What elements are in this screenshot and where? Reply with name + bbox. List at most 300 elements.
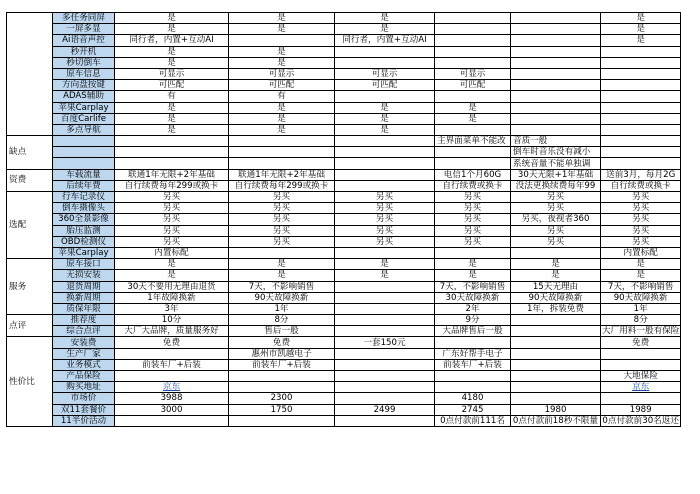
value-cell[interactable]: 9分	[435, 315, 511, 326]
value-cell[interactable]	[115, 348, 229, 359]
value-cell[interactable]: 是	[601, 24, 681, 35]
value-cell[interactable]: 另买	[601, 214, 681, 225]
value-cell[interactable]: 是	[229, 124, 335, 135]
value-cell[interactable]	[435, 46, 511, 57]
value-cell[interactable]	[601, 124, 681, 135]
value-cell[interactable]: 送前3月，每月2G	[601, 169, 681, 180]
table-row	[7, 371, 681, 382]
value-cell[interactable]: 前装车厂+后装	[229, 359, 335, 370]
value-cell[interactable]: 是	[435, 102, 511, 113]
value-cell[interactable]	[229, 371, 335, 382]
value-cell[interactable]: 是	[115, 259, 229, 270]
value-cell[interactable]: 是	[601, 259, 681, 270]
value-cell[interactable]	[601, 348, 681, 359]
value-cell[interactable]: 是	[229, 57, 335, 68]
table-row	[7, 415, 681, 426]
value-cell[interactable]: 同行者，内置+互动AI	[335, 35, 435, 46]
table-row	[7, 102, 681, 113]
value-cell[interactable]: 2499	[335, 404, 435, 415]
value-cell[interactable]: 另买	[115, 203, 229, 214]
value-cell[interactable]: 另买	[335, 214, 435, 225]
value-cell[interactable]	[511, 35, 601, 46]
value-cell[interactable]: 联通1年无限+2年基础	[229, 169, 335, 180]
value-cell[interactable]: 一套150元	[335, 337, 435, 348]
row-label-cell[interactable]: 业务模式	[53, 359, 115, 370]
value-cell[interactable]	[229, 158, 335, 169]
value-cell[interactable]	[335, 303, 435, 314]
value-cell[interactable]	[335, 136, 435, 147]
value-cell[interactable]	[115, 136, 229, 147]
value-cell[interactable]: 另买	[229, 192, 335, 203]
value-cell[interactable]: 另买	[601, 225, 681, 236]
row-label-cell[interactable]	[53, 136, 115, 147]
table-row	[7, 259, 681, 270]
value-cell[interactable]: 同行者，内置+互动AI	[115, 35, 229, 46]
value-cell[interactable]: 7天，不影响销售	[435, 281, 511, 292]
table-row	[7, 236, 681, 247]
table-row	[7, 404, 681, 415]
value-cell[interactable]: 前装车厂+后装	[115, 359, 229, 370]
table-row	[7, 303, 681, 314]
value-cell[interactable]	[435, 371, 511, 382]
table-body	[7, 13, 681, 427]
value-cell[interactable]	[335, 326, 435, 337]
value-cell[interactable]	[601, 80, 681, 91]
value-cell[interactable]: 1年故障换新	[115, 292, 229, 303]
value-cell[interactable]: 0点付款前111名	[435, 415, 511, 426]
value-cell[interactable]: 另买	[335, 225, 435, 236]
value-cell[interactable]: 可匹配	[435, 80, 511, 91]
value-cell[interactable]	[229, 415, 335, 426]
table-row	[7, 192, 681, 203]
value-cell[interactable]: 另买	[115, 236, 229, 247]
value-cell[interactable]: 是	[335, 270, 435, 281]
value-cell[interactable]: 30天故障换新	[435, 292, 511, 303]
value-cell[interactable]	[601, 147, 681, 158]
value-cell[interactable]: 90天故障换新	[601, 292, 681, 303]
value-cell[interactable]: 免费	[229, 337, 335, 348]
table-row	[7, 292, 681, 303]
value-cell[interactable]	[435, 91, 511, 102]
category-cell[interactable]: 资费	[7, 169, 53, 191]
value-cell[interactable]: 30天不要用无理由退货	[115, 281, 229, 292]
table-row	[7, 68, 681, 79]
value-cell[interactable]	[335, 247, 435, 258]
value-cell[interactable]: 90天故障换新	[229, 292, 335, 303]
value-cell[interactable]: 自行续费或换卡	[435, 180, 511, 191]
row-label-cell[interactable]: 推荐度	[53, 315, 115, 326]
row-label-cell[interactable]: 胎压监测	[53, 225, 115, 236]
row-label-cell[interactable]: 多任务同屏	[53, 13, 115, 24]
value-cell[interactable]	[335, 371, 435, 382]
value-cell[interactable]: 售后一般	[229, 326, 335, 337]
row-label-cell[interactable]: 原车信息	[53, 68, 115, 79]
row-label-cell[interactable]: 百度Carlife	[53, 113, 115, 124]
value-cell[interactable]: 可显示	[115, 68, 229, 79]
value-cell[interactable]	[511, 113, 601, 124]
row-label-cell[interactable]: 市场价	[53, 393, 115, 404]
value-cell[interactable]: 1980	[511, 404, 601, 415]
value-cell[interactable]: 广东好帮手电子	[435, 348, 511, 359]
value-cell[interactable]	[511, 393, 601, 404]
category-cell[interactable]	[7, 13, 53, 136]
value-cell[interactable]: 0点付款前30名返还	[602, 415, 679, 426]
row-label-cell[interactable]	[53, 158, 115, 169]
value-cell[interactable]	[229, 382, 335, 393]
value-cell[interactable]	[435, 382, 511, 393]
row-label-cell[interactable]: 退货周期	[53, 281, 115, 292]
value-cell[interactable]	[435, 13, 511, 24]
value-cell[interactable]: 2745	[435, 404, 511, 415]
table-row	[7, 270, 681, 281]
value-cell[interactable]	[335, 91, 435, 102]
value-cell[interactable]: 免费	[601, 337, 681, 348]
value-cell[interactable]: 大厂用料一般有保险	[602, 326, 680, 337]
value-cell[interactable]	[435, 158, 511, 169]
table-row	[7, 359, 681, 370]
value-cell[interactable]: 1年	[229, 303, 335, 314]
value-cell[interactable]	[335, 147, 435, 158]
table-row	[7, 393, 681, 404]
row-label-cell[interactable]: 生产厂家	[53, 348, 115, 359]
value-cell[interactable]	[511, 315, 601, 326]
value-cell[interactable]	[601, 113, 681, 124]
row-label-cell[interactable]: 360全景影像	[53, 214, 115, 225]
value-cell[interactable]	[511, 102, 601, 113]
value-cell[interactable]	[511, 68, 601, 79]
value-cell[interactable]: 系统音量不能单独调	[511, 158, 601, 169]
value-cell[interactable]: 惠州市凯越电子	[229, 348, 335, 359]
value-cell[interactable]: 是	[229, 24, 335, 35]
value-cell[interactable]: 可匹配	[335, 80, 435, 91]
value-cell[interactable]: 另买	[115, 214, 229, 225]
value-cell[interactable]: 电信1个月60G	[435, 169, 511, 180]
value-cell[interactable]: 京东	[115, 382, 229, 393]
value-cell[interactable]: 是	[601, 270, 681, 281]
value-cell[interactable]: 另买	[511, 236, 601, 247]
value-cell[interactable]: 大地保险	[601, 371, 681, 382]
value-cell[interactable]	[511, 382, 601, 393]
value-cell[interactable]: 1750	[229, 404, 335, 415]
value-cell[interactable]: 4180	[435, 393, 511, 404]
value-cell[interactable]: 主界面菜单不能改	[435, 136, 511, 147]
value-cell[interactable]: 京东	[601, 382, 681, 393]
value-cell[interactable]: 另买，夜视者360	[511, 214, 601, 225]
value-cell[interactable]: 免费	[115, 337, 229, 348]
value-cell[interactable]: 是	[511, 270, 601, 281]
value-cell[interactable]: 是	[229, 46, 335, 57]
value-cell[interactable]	[229, 247, 335, 258]
value-cell[interactable]: 30天无限+1年基础	[511, 169, 601, 180]
value-cell[interactable]	[229, 147, 335, 158]
value-cell[interactable]: 另买	[115, 225, 229, 236]
value-cell[interactable]	[601, 158, 681, 169]
value-cell[interactable]: 是	[511, 259, 601, 270]
row-label-cell[interactable]: 11半价活动	[53, 415, 115, 426]
value-cell[interactable]	[335, 382, 435, 393]
row-label-cell[interactable]: 多点导航	[53, 124, 115, 135]
value-cell[interactable]	[601, 46, 681, 57]
value-cell[interactable]	[335, 46, 435, 57]
value-cell[interactable]: 是	[435, 259, 511, 270]
value-cell[interactable]	[229, 35, 335, 46]
value-cell[interactable]: 3年	[115, 303, 229, 314]
value-cell[interactable]: 2300	[229, 393, 335, 404]
value-cell[interactable]	[335, 359, 435, 370]
value-cell[interactable]: 有	[115, 91, 229, 102]
value-cell[interactable]	[511, 359, 601, 370]
value-cell[interactable]: 另买	[229, 236, 335, 247]
value-cell[interactable]: 是	[115, 124, 229, 135]
category-cell[interactable]: 服务	[7, 259, 53, 315]
value-cell[interactable]: 倒车时音乐没有减小	[511, 147, 601, 158]
category-cell[interactable]: 缺点	[7, 136, 53, 170]
value-cell[interactable]	[335, 393, 435, 404]
value-cell[interactable]: 可匹配	[229, 80, 335, 91]
value-cell[interactable]: 是	[229, 13, 335, 24]
value-cell[interactable]: 音质一般	[511, 136, 601, 147]
value-cell[interactable]	[115, 158, 229, 169]
value-cell[interactable]: 内置标配	[115, 247, 229, 258]
value-cell[interactable]: 自行续费每年299或换卡	[115, 180, 229, 191]
value-cell[interactable]	[511, 337, 601, 348]
value-cell[interactable]: 是	[229, 113, 335, 124]
value-cell[interactable]: 另买	[335, 236, 435, 247]
value-cell[interactable]: 是	[601, 35, 681, 46]
table-row	[7, 203, 681, 214]
value-cell[interactable]: 另买	[601, 192, 681, 203]
value-cell[interactable]: 3000	[115, 404, 229, 415]
row-label-cell[interactable]: 苹果Carplay	[53, 102, 115, 113]
row-label-cell[interactable]: ADAS辅助	[53, 91, 115, 102]
category-cell[interactable]: 选配	[7, 192, 53, 259]
value-cell[interactable]	[601, 136, 681, 147]
value-cell[interactable]: 1年，拆装免费	[511, 303, 601, 314]
value-cell[interactable]	[335, 158, 435, 169]
table-row	[7, 147, 681, 158]
row-label-cell[interactable]: 换新周期	[53, 292, 115, 303]
value-cell[interactable]: 是	[335, 113, 435, 124]
value-cell[interactable]	[335, 281, 435, 292]
value-cell[interactable]	[335, 292, 435, 303]
value-cell[interactable]: 可显示	[229, 68, 335, 79]
row-label-cell[interactable]: 双11套餐价	[53, 404, 115, 415]
value-cell[interactable]: 大厂大品牌，质量服务好	[115, 326, 229, 337]
value-cell[interactable]	[511, 24, 601, 35]
value-cell[interactable]: 另买	[335, 203, 435, 214]
value-cell[interactable]: 是	[115, 57, 229, 68]
value-cell[interactable]	[435, 35, 511, 46]
value-cell[interactable]	[435, 337, 511, 348]
value-cell[interactable]: 是	[435, 113, 511, 124]
row-label-cell[interactable]	[53, 147, 115, 158]
value-cell[interactable]: 另买	[229, 214, 335, 225]
value-cell[interactable]	[511, 46, 601, 57]
value-cell[interactable]	[511, 13, 601, 24]
value-cell[interactable]	[335, 169, 435, 180]
value-cell[interactable]: 是	[335, 24, 435, 35]
row-label-cell[interactable]: 一屏多显	[53, 24, 115, 35]
value-cell[interactable]: 是	[229, 270, 335, 281]
table-row	[7, 113, 681, 124]
table-row	[7, 136, 681, 147]
value-cell[interactable]: 是	[115, 113, 229, 124]
value-cell[interactable]: 大品牌售后一般	[435, 326, 511, 337]
value-cell[interactable]	[511, 247, 601, 258]
row-label-cell[interactable]: 苹果Carplay	[53, 247, 115, 258]
value-cell[interactable]	[511, 57, 601, 68]
value-cell[interactable]	[435, 247, 511, 258]
value-cell[interactable]: 是	[335, 124, 435, 135]
table-row	[7, 214, 681, 225]
table-row	[7, 247, 681, 258]
value-cell[interactable]: 是	[115, 102, 229, 113]
table-row	[7, 169, 681, 180]
value-cell[interactable]: 另买	[435, 236, 511, 247]
table-row	[7, 35, 681, 46]
value-cell[interactable]: 可显示	[435, 68, 511, 79]
value-cell[interactable]	[335, 415, 435, 426]
value-cell[interactable]	[601, 359, 681, 370]
category-cell[interactable]: 点评	[7, 315, 53, 337]
table-row	[7, 80, 681, 91]
table-row	[7, 315, 681, 326]
value-cell[interactable]: 另买	[601, 203, 681, 214]
value-cell[interactable]: 3988	[115, 393, 229, 404]
value-cell[interactable]: 是	[335, 13, 435, 24]
table-row	[7, 46, 681, 57]
row-label-cell[interactable]: 方向盘按键	[53, 80, 115, 91]
value-cell[interactable]: 是	[115, 13, 229, 24]
row-label-cell[interactable]: 秒开机	[53, 46, 115, 57]
table-row	[7, 124, 681, 135]
row-label-cell[interactable]: 无损安装	[53, 270, 115, 281]
value-cell[interactable]	[601, 102, 681, 113]
value-cell[interactable]	[335, 180, 435, 191]
value-cell[interactable]: 另买	[229, 203, 335, 214]
row-label-cell[interactable]: OBD检测仪	[53, 236, 115, 247]
table-row	[7, 326, 681, 337]
value-cell[interactable]: 自行续费或换卡	[601, 180, 681, 191]
value-cell[interactable]: 联通1年无限+2年基础	[115, 169, 229, 180]
row-label-cell[interactable]: Ai语音声控	[53, 35, 115, 46]
value-cell[interactable]	[601, 91, 681, 102]
value-cell[interactable]: 前装车厂+后装	[435, 359, 511, 370]
value-cell[interactable]	[511, 348, 601, 359]
value-cell[interactable]	[115, 371, 229, 382]
value-cell[interactable]: 另买	[229, 225, 335, 236]
value-cell[interactable]: 7天，不影响销售	[229, 281, 335, 292]
value-cell[interactable]: 是	[601, 13, 681, 24]
value-cell[interactable]: 1年	[601, 303, 681, 314]
category-cell[interactable]: 性价比	[7, 337, 53, 427]
value-cell[interactable]: 是	[335, 259, 435, 270]
value-cell[interactable]: 另买	[601, 236, 681, 247]
row-label-cell[interactable]: 倒车摄像头	[53, 203, 115, 214]
row-label-cell[interactable]: 原车接口	[53, 259, 115, 270]
value-cell[interactable]: 7天，不影响销售	[601, 281, 681, 292]
value-cell[interactable]: 8分	[229, 315, 335, 326]
value-cell[interactable]: 另买	[511, 192, 601, 203]
table-row	[7, 225, 681, 236]
table-row	[7, 337, 681, 348]
value-cell[interactable]: 可显示	[335, 68, 435, 79]
value-cell[interactable]: 另买	[435, 192, 511, 203]
value-cell[interactable]: 是	[435, 270, 511, 281]
value-cell[interactable]: 另买	[435, 203, 511, 214]
value-cell[interactable]	[601, 57, 681, 68]
value-cell[interactable]	[435, 24, 511, 35]
value-cell[interactable]: 2年	[435, 303, 511, 314]
value-cell[interactable]: 另买	[335, 192, 435, 203]
value-cell[interactable]: 可匹配	[115, 80, 229, 91]
row-label-cell[interactable]: 行车记录仪	[53, 192, 115, 203]
value-cell[interactable]: 另买	[435, 214, 511, 225]
table-row	[7, 91, 681, 102]
value-cell[interactable]: 是	[335, 102, 435, 113]
value-cell[interactable]	[335, 57, 435, 68]
value-cell[interactable]: 是	[229, 102, 335, 113]
value-cell[interactable]: 90天故障换新	[511, 292, 601, 303]
value-cell[interactable]	[511, 371, 601, 382]
row-label-cell[interactable]: 后续年费	[53, 180, 115, 191]
table-row	[7, 348, 681, 359]
value-cell[interactable]	[511, 91, 601, 102]
value-cell[interactable]	[115, 147, 229, 158]
value-cell[interactable]: 有	[229, 91, 335, 102]
value-cell[interactable]	[511, 326, 601, 337]
value-cell[interactable]	[435, 124, 511, 135]
value-cell[interactable]: 另买	[511, 225, 601, 236]
value-cell[interactable]: 0点付款前18秒不限量	[511, 415, 601, 426]
value-cell[interactable]	[335, 348, 435, 359]
value-cell[interactable]	[601, 68, 681, 79]
value-cell[interactable]	[511, 124, 601, 135]
value-cell[interactable]	[511, 80, 601, 91]
value-cell[interactable]: 是	[115, 270, 229, 281]
value-cell[interactable]: 是	[229, 259, 335, 270]
value-cell[interactable]: 10分	[115, 315, 229, 326]
value-cell[interactable]: 自行续费每年299或换卡	[229, 180, 335, 191]
row-label-cell[interactable]: 秒切倒车	[53, 57, 115, 68]
value-cell[interactable]	[435, 57, 511, 68]
value-cell[interactable]	[435, 147, 511, 158]
row-label-cell[interactable]: 安装费	[53, 337, 115, 348]
row-label-cell[interactable]: 购买地址	[53, 382, 115, 393]
value-cell[interactable]	[115, 415, 229, 426]
value-cell[interactable]	[229, 136, 335, 147]
value-cell[interactable]: 另买	[511, 203, 601, 214]
comparison-table	[6, 12, 681, 427]
row-label-cell[interactable]: 综合点评	[53, 326, 115, 337]
value-cell[interactable]	[601, 393, 681, 404]
value-cell[interactable]: 内置标配	[601, 247, 681, 258]
value-cell[interactable]: 没法更换续费每年99	[511, 180, 601, 191]
value-cell[interactable]: 另买	[435, 225, 511, 236]
row-label-cell[interactable]: 产品保险	[53, 371, 115, 382]
value-cell[interactable]: 是	[115, 46, 229, 57]
table-row	[7, 180, 681, 191]
value-cell[interactable]: 另买	[115, 192, 229, 203]
row-label-cell[interactable]: 车载流量	[53, 169, 115, 180]
row-label-cell[interactable]: 质保年限	[53, 303, 115, 314]
value-cell[interactable]: 是	[115, 24, 229, 35]
value-cell[interactable]: 8分	[601, 315, 681, 326]
value-cell[interactable]: 1989	[601, 404, 681, 415]
value-cell[interactable]: 15天无理由	[511, 281, 601, 292]
value-cell[interactable]	[335, 315, 435, 326]
table-row	[7, 13, 681, 24]
